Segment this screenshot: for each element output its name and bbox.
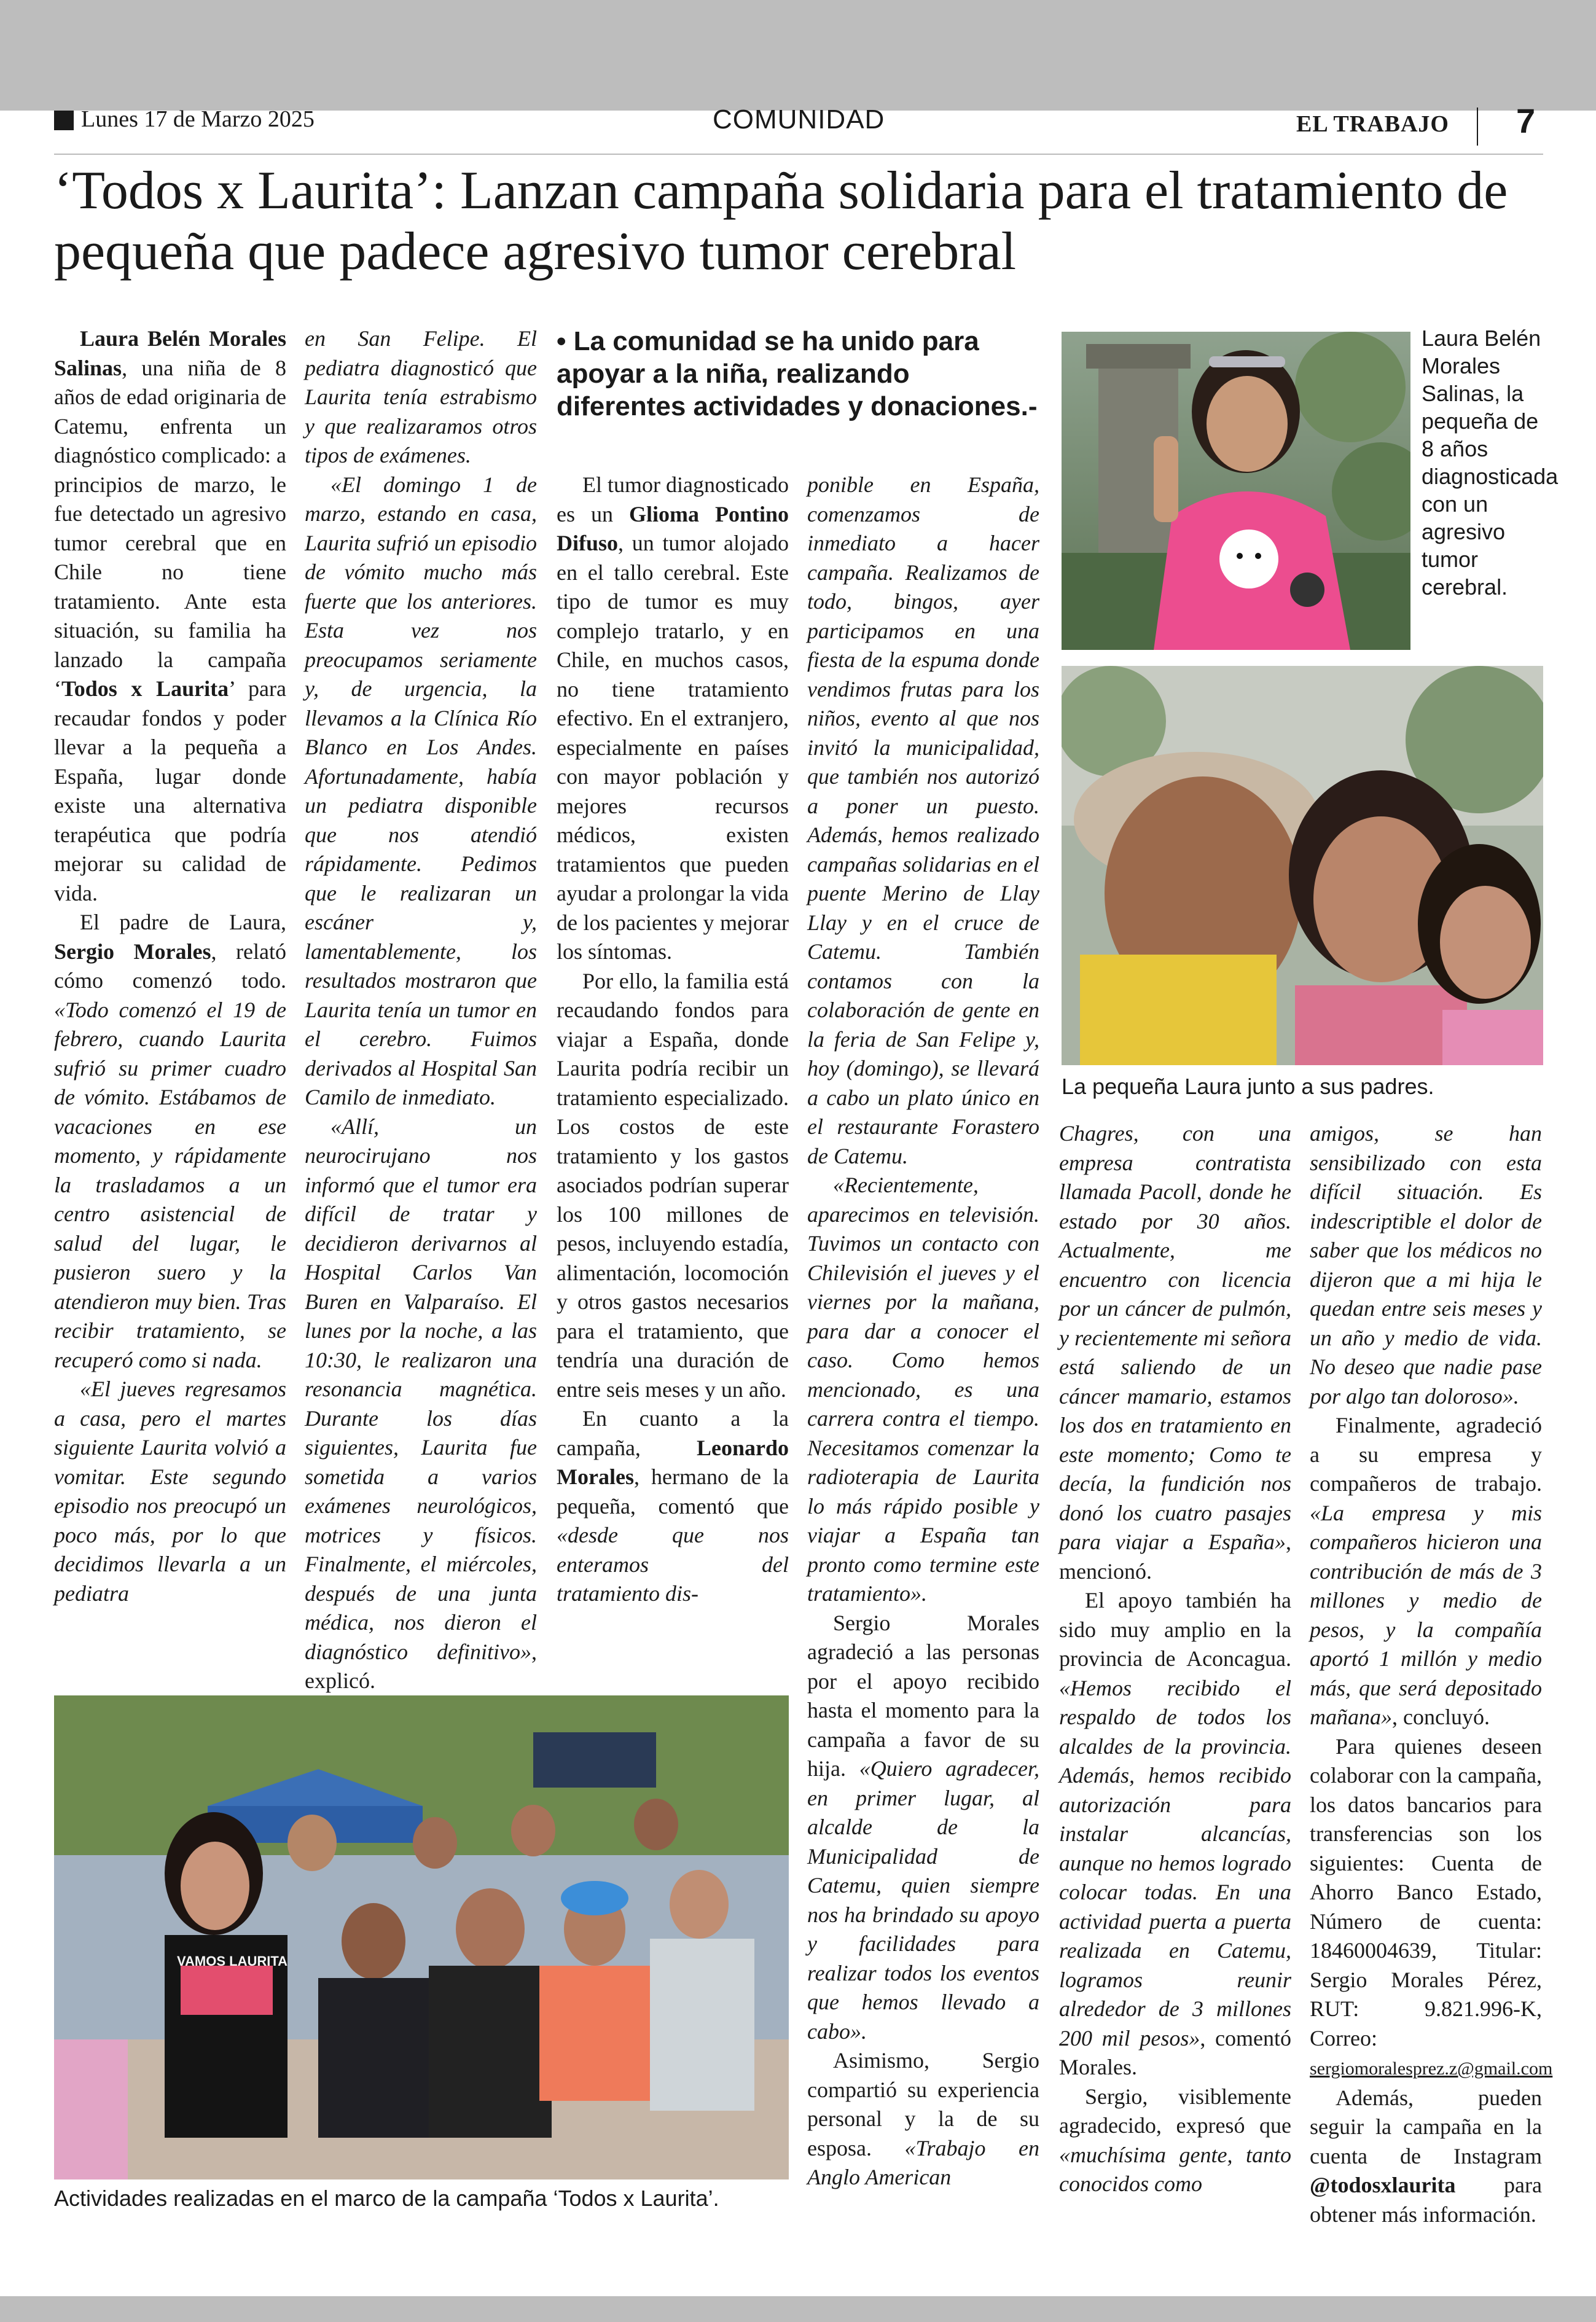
crowd-shirt-text: VAMOS LAURITA (177, 1953, 288, 1969)
col5-p2-end: , comentó Morales. (1059, 2025, 1291, 2079)
col2-paragraph-3 (305, 1112, 537, 1696)
photo-girl (1062, 332, 1410, 650)
col1-p2-quote: «Todo comenzó el 19 de febrero, cuando Laurita sufrió su primer cuadro de vómito. Estábamos de vacaciones en ese momento, y rápidamente la trasladamos a un centro asistencial de salud del lugar, le pusieron suero y la atendieron muy bien. Tras recibir tratamiento, se recuperó como si nada. (54, 997, 286, 1372)
col3-p3-quote: «desde que nos enteramos del tratamiento dis- (557, 1523, 789, 1606)
col3-tumor: Glioma Pontino Difuso (557, 501, 789, 555)
col3-p1-start: El tumor diagnosticado es un (557, 472, 789, 526)
col1-p2-mid: , relató cómo comenzó todo. (54, 939, 286, 993)
col1-campaign: Todos x Laurita (61, 676, 229, 701)
page-number: 7 (1516, 101, 1536, 140)
col6-p2-end: , concluyó. (1392, 1705, 1490, 1729)
header-rule (54, 154, 1543, 155)
col4-p3-quote: «Quiero agradecer, en primer lugar, al alcalde de la Municipalidad de Catemu, quien siempre nos ha brindado su apoyo y facilidades para realizar todos los eventos que hemos llevado a cabo». (807, 1756, 1039, 2044)
col4-paragraph-3 (807, 1609, 1039, 2047)
col5-paragraph-1 (1059, 1119, 1291, 1586)
col1-paragraph-3: «El jueves regresamos a casa, pero el martes siguiente Laurita volvió a vomitar. Este segundo episodio nos preocupó un poco más, por lo que decidimos llevarla a un pediatra (54, 1377, 286, 1606)
col1-name: Laura Belén Morales Salinas (54, 326, 286, 380)
col2-p3-quote: «Allí, un neurocirujano nos informó que el tumor era difícil de tratar y decidieron derivarnos al Hospital Carlos Van Buren en Valparaíso. El lunes por la noche, a las 10:30, le realizaron una resonancia magnética. Durante los días siguientes, Laurita fue sometida a varios exámenes neurológicos, motrices y físicos. Finalmente, el miércoles, después de una junta médica, nos dieron el diagnóstico definitivo» (305, 1114, 537, 1664)
col1-father: Sergio Morales (54, 939, 211, 964)
photo-girl-image (1062, 332, 1410, 650)
col4-paragraph-4 (807, 2046, 1039, 2192)
photo-parents (1062, 666, 1543, 1065)
col5-paragraph-3 (1059, 2082, 1291, 2199)
col5-p1-end: , mencionó. (1059, 1530, 1291, 1584)
col6-p2-start: Finalmente, agradeció a su empresa y compañeros de trabajo. (1310, 1413, 1542, 1496)
col5-p2-quote: «Hemos recibido el respaldo de todos los alcaldes de la provincia. Además, hemos recibido autorización para instalar alcancías, aunque no hemos logrado colocar todas. En una actividad puerta a puerta realizada en Catemu, logramos reunir alrededor de 3 millones 200 mil pesos» (1059, 1675, 1291, 2050)
col5-p1-quote: Chagres, con una empresa contratista llamada Pacoll, donde he estado por 30 años. Actualmente, me encuentro con licencia por un cáncer de pulmón, y recientemente mi señora está saliendo de un cáncer mamario, estamos los dos en tratamiento en este momento; Como te decía, la fundición nos donó los cuatro pasajes para viajar a España» (1059, 1121, 1291, 1554)
headline: ‘Todos x Laurita’: Lanzan campaña solidaria para el tratamiento de pequeña que padece agresivo tumor cerebral (54, 161, 1508, 281)
col4-paragraph-1: ponible en España, comenzamos de inmediato a hacer campaña. Realizamos de todo, bingos, ayer participamos en una fiesta de la espuma donde vendimos frutas para los niños, evento al que nos invitó la municipalidad, que también nos autorizó a poner un puesto. Además, hemos realizado campañas solidarias en el puente Merino de Llay Llay y en el cruce de Catemu. También contamos con la colaboración de gente en la feria de San Felipe y, hoy (domingo), se llevará a cabo un plato único en el restaurante Forastero de Catemu. (807, 472, 1039, 1168)
col3-p3-mid: , hermano de la pequeña, comentó que (557, 1464, 789, 1519)
col5-p3-quote: «muchísima gente, tanto conocidos como (1059, 2142, 1291, 2196)
contact-email-link[interactable]: sergiomoralesprez.z@gmail.com (1310, 2058, 1553, 2079)
col1-p1-text: , una niña de 8 años de edad originaria de Catemu, enfrenta un diagnóstico complicado: a principios de marzo, le fue detectado un agresivo tumor cerebral que en Chile no tiene tratamiento. Ante esta situación, su familia ha lanzado la campaña ‘ (54, 355, 286, 701)
col6-p4-end: para obtener más información. (1310, 2173, 1542, 2227)
col4-p3-start: Sergio Morales agradeció a las personas por el apoyo recibido hasta el momento para la campaña a favor de su hija. (807, 1610, 1039, 1781)
header-paper-name: EL TRABAJO (1296, 111, 1449, 137)
header-section: COMUNIDAD (713, 104, 885, 135)
col5-p2-start: El apoyo también ha sido muy amplio en la provincia de Aconcagua. (1059, 1588, 1291, 1671)
column-4 (807, 471, 1039, 2192)
column-5 (1059, 1119, 1291, 2199)
col4-paragraph-2: «Recientemente, aparecimos en televisión. Tuvimos un contacto con Chilevisión el jueves y el viernes por la mañana, para dar a conocer el caso. Como hemos mencionado, es una carrera contra el tiempo. Necesitamos comenzar la radioterapia de Laurita lo más rápido posible y viajar a España tan pronto como termine este tratamiento». (807, 1173, 1039, 1606)
col5-paragraph-2 (1059, 1586, 1291, 2082)
col6-paragraph-4 (1310, 2084, 1542, 2230)
col2-paragraph-1: en San Felipe. El pediatra diagnosticó que Laurita tenía estrabismo y que realizaramos otros tipos de exámenes. (305, 326, 537, 467)
col4-p4-start: Asimismo, Sergio compartió su experiencia personal y la de su esposa. (807, 2048, 1039, 2160)
col3-brother: Leonardo Morales (557, 1435, 789, 1489)
photo-crowd (54, 1695, 789, 2179)
photo-crowd-image (54, 1695, 789, 2179)
photo-parents-image (1062, 666, 1543, 1065)
col3-paragraph-1 (557, 471, 789, 967)
header-date: Lunes 17 de Marzo 2025 (81, 106, 315, 132)
col1-p1-end: ’ para recaudar fondos y poder llevar a la pequeña a España, lugar donde existe una alternativa terapéutica que podría mejorar su calidad de vida. (54, 676, 287, 905)
column-2 (305, 324, 537, 1696)
col6-p3-text: Para quienes deseen colaborar con la campaña, los datos bancarios para transferencias son los siguientes: Cuenta de Ahorro Banco Estado, Número de cuenta: 18460004639, Titular: Sergio Morales Pérez, RUT: 9.821.996-K, Correo: (1310, 1734, 1542, 2050)
column-3 (557, 471, 789, 1609)
col3-paragraph-3 (557, 1404, 789, 1609)
col3-p3-start: En cuanto a la campaña, (557, 1406, 789, 1460)
col1-paragraph-2 (54, 908, 286, 1375)
col2-p3-end: , explicó. (305, 1639, 537, 1693)
col6-paragraph-2 (1310, 1411, 1542, 1732)
col4-p4-quote: «Trabajo en Anglo American (807, 2135, 1039, 2189)
col1-paragraph-1 (54, 324, 286, 908)
col5-p3-start: Sergio, visiblemente agradecido, expresó que (1059, 2084, 1291, 2138)
col6-p4-start: Además, pueden seguir la campaña en la cuenta de Instagram (1310, 2085, 1542, 2168)
caption-girl: Laura Belén Morales Salinas, la pequeña de 8 años diagnosticada con un agresivo tumor cerebral. (1422, 326, 1559, 600)
header-divider (1477, 108, 1478, 146)
col1-p2-start: El padre de Laura, (80, 910, 286, 934)
col6-p2-quote: «La empresa y mis compañeros hicieron una contribución de más de 3 millones y medio de pesos, y la compañía aportó 1 millón y medio más, que será depositado mañana» (1310, 1500, 1542, 1729)
col6-paragraph-3 (1310, 1732, 1553, 2084)
column-1 (54, 324, 286, 1608)
article-deck: • La comunidad se ha unido para apoyar a la niña, realizando diferentes actividades y donaciones.- (557, 326, 1038, 421)
instagram-handle: @todosxlaurita (1310, 2173, 1456, 2197)
caption-crowd: Actividades realizadas en el marco de la campaña ‘Todos x Laurita’. (54, 2186, 719, 2211)
header-square-icon (54, 111, 74, 130)
col2-paragraph-2: «El domingo 1 de marzo, estando en casa, Laurita sufrió un episodio de vómito mucho más fuerte que los anteriores. Esta vez nos preocupamos seriamente y, de urgencia, la llevamos a la Clínica Río Blanco en Los Andes. Afortunadamente, había un pediatra disponible que nos atendió rápidamente. Pedimos que le realizaran un escáner y, lamentablemente, los resultados mostraron que Laurita tenía un tumor en el cerebro. Fuimos derivados al Hospital San Camilo de inmediato. (305, 472, 537, 1109)
col3-paragraph-2: Por ello, la familia está recaudando fondos para viajar a España, donde Laurita podría recibir un tratamiento especializado. Los costos de este tratamiento y los gastos asociados podrían superar los 100 millones de pesos, incluyendo estadía, alimentación, locomoción y otros gastos necesarios para el tratamiento, que tendría una duración de entre seis meses y un año. (557, 968, 789, 1402)
col3-p1-rest: , un tumor alojado en el tallo cerebral. Este tipo de tumor es muy complejo tratarlo, y en Chile, en muchos casos, no tiene tratamiento efectivo. En el extranjero, especialmente en países con mayor población y mejores recursos médicos, existen tratamientos que pueden ayudar a prolongar la vida de los pacientes y mejorar los síntomas. (557, 531, 789, 964)
column-6 (1310, 1119, 1553, 2229)
caption-parents: La pequeña Laura junto a sus padres. (1062, 1074, 1434, 1099)
col6-paragraph-1: amigos, se han sensibilizado con esta difícil situación. Es indescriptible el dolor de saber que los médicos no dijeron que a mi hija le quedan entre seis meses y un año y medio de vida. No deseo que nadie pase por algo tan doloroso». (1310, 1121, 1542, 1409)
